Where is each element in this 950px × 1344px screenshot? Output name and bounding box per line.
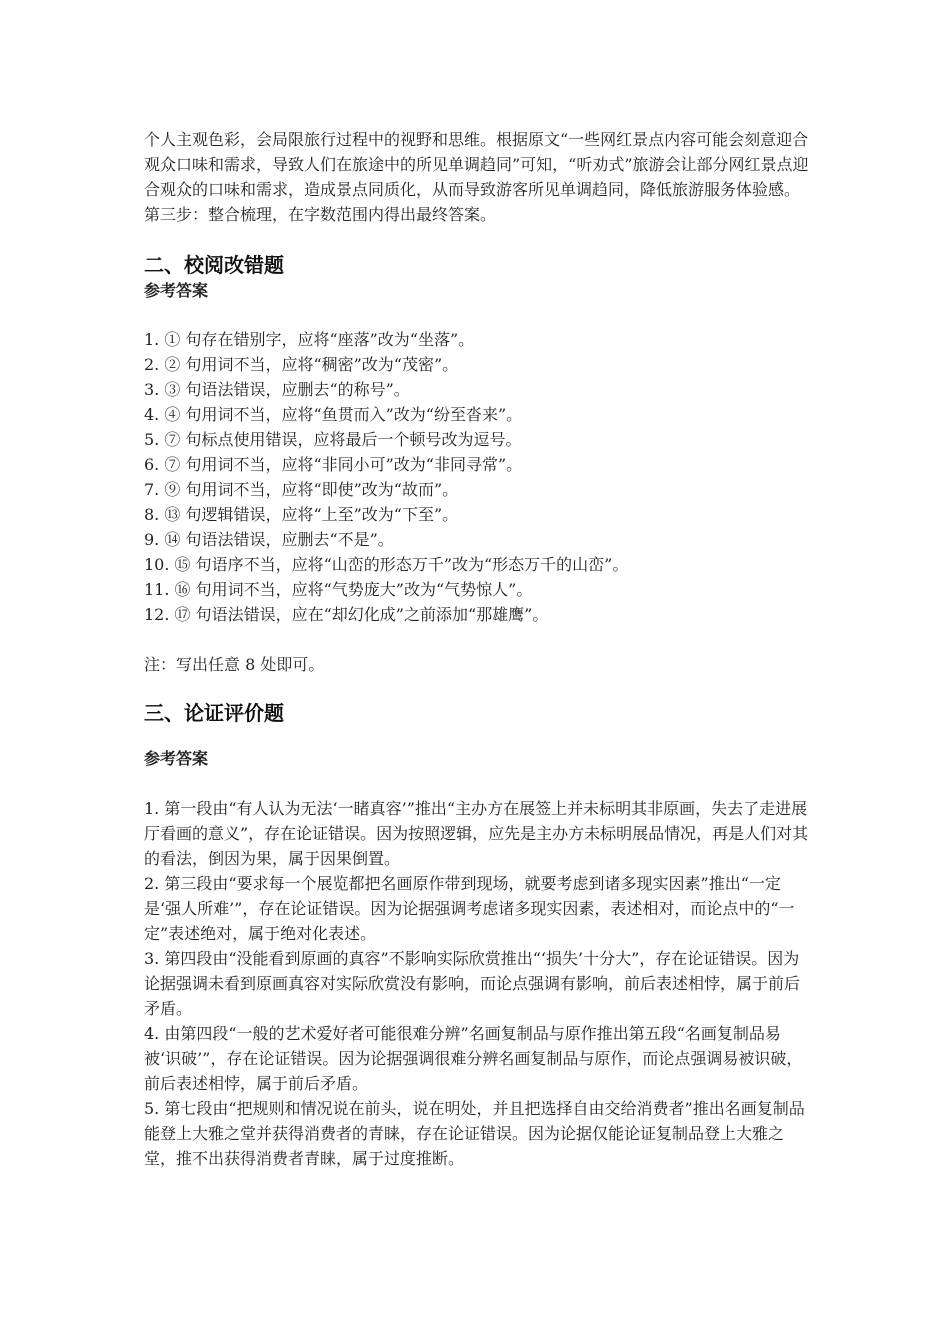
section-2-note: 注：写出任意 8 处即可。: [144, 655, 325, 674]
section-3-subtitle: 参考答案: [144, 749, 209, 768]
intro-paragraph: 个人主观色彩，会局限旅行过程中的视野和思维。根据原文“一些网红景点内容可能会刻意迎合观众口味和需求，导致人们在旅途中的所见单调趋同”可知，“听劝式”旅游会让部分网红景点迎合观众的口味和需求，造成景点同质化，从而导致游客所见单调趋同，降低旅游服务体验感。: [144, 130, 809, 199]
argument-item: 2. 第三段由“要求每一个展览都把名画原作带到现场，就要考虑到诸多现实因素”推出“一定是‘强人所难’”，存在论证错误。因为论据强调考虑诸多现实因素，表述相对，而论点中的“一定”表述绝对，属于绝对化表述。: [144, 874, 795, 943]
argument-item: 4. 由第四段“一般的艺术爱好者可能很难分辨”名画复制品与原作推出第五段“名画复制品易被‘识破’”，存在论证错误。因为论据强调很难分辨名画复制品与原作，而论点强调易被识破，前后表述相悖，属于前后矛盾。: [144, 1024, 803, 1093]
section-3-title: 三、论证评价题: [144, 701, 284, 725]
argument-item: 3. 第四段由“没能看到原画的真容”不影响实际欣赏推出“‘损失’十分大”，存在论证错误。因为论据强调未看到原画真容对实际欣赏没有影响，而论点强调有影响，前后表述相悖，属于前后矛盾。: [144, 949, 801, 1018]
argument-item: 5. 第七段由“把规则和情况说在前头，说在明处，并且把选择自由交给消费者”推出名画复制品能登上大雅之堂并获得消费者的青睐，存在论证错误。因为论据仅能论证复制品登上大雅之堂，推不出获得消费者青睐，属于过度推断。: [144, 1099, 805, 1168]
intro-step-three: 第三步：整合梳理，在字数范围内得出最终答案。: [144, 205, 497, 224]
answer-item: 8. ⑬ 句逻辑错误，应将“上至”改为“下至”。: [144, 505, 459, 524]
answer-item: 11. ⑯ 句用词不当，应将“气势庞大”改为“气势惊人”。: [144, 580, 533, 599]
answer-item: 1. ① 句存在错别字，应将“座落”改为“坐落”。: [144, 330, 475, 349]
section-2-title: 二、校阅改错题: [144, 253, 284, 277]
argument-item: 1. 第一段由“有人认为无法‘一睹真容’”推出“主办方在展签上并未标明其非原画，失去了走进展厅看画的意义”，存在论证错误。因为按照逻辑，应先是主办方未标明展品情况，再是人们对其的看法，倒因为果，属于因果倒置。: [144, 799, 809, 868]
answer-item: 7. ⑨ 句用词不当，应将“即使”改为“故而”。: [144, 480, 459, 499]
page-content: [144, 127, 814, 1171]
section-2-subtitle: 参考答案: [144, 281, 209, 300]
section-2-answer-list: [144, 327, 814, 627]
answer-item: 6. ⑦ 句用词不当，应将“非同小可”改为“非同寻常”。: [144, 455, 523, 474]
answer-item: 10. ⑮ 句语序不当，应将“山峦的形态万千”改为“形态万千的山峦”。: [144, 555, 629, 574]
answer-item: 4. ④ 句用词不当，应将“鱼贯而入”改为“纷至沓来”。: [144, 405, 523, 424]
answer-item: 12. ⑰ 句语法错误，应在“却幻化成”之前添加“那雄鹰”。: [144, 605, 549, 624]
answer-item: 9. ⑭ 句语法错误，应删去“不是”。: [144, 530, 394, 549]
answer-item: 3. ③ 句语法错误，应删去“的称号”。: [144, 380, 410, 399]
answer-item: 5. ⑦ 句标点使用错误，应将最后一个顿号改为逗号。: [144, 430, 522, 449]
answer-item: 2. ② 句用词不当，应将“稠密”改为“茂密”。: [144, 355, 459, 374]
section-3-answer-list: [144, 796, 814, 1171]
